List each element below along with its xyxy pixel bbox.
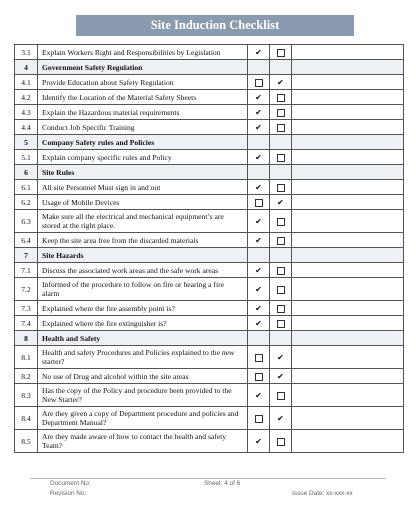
section-header-row — [15, 60, 404, 75]
mark-cell — [270, 60, 292, 75]
item-number: 6.1 — [15, 180, 38, 195]
checklist-row — [15, 105, 404, 120]
checkmark-icon[interactable]: ✔ — [255, 284, 262, 294]
mark-cell — [248, 263, 270, 278]
page-title: Site Induction Checklist — [76, 15, 354, 36]
item-number: 3.1 — [15, 45, 38, 60]
empty-checkbox-icon[interactable] — [277, 49, 285, 57]
comments-cell — [292, 210, 404, 233]
item-text: Identify the Location of the Material Safety Sheets — [38, 90, 248, 105]
item-text: Explain Workers Right and Responsibilities by Legislation — [38, 45, 248, 60]
checkmark-icon[interactable]: ✔ — [277, 77, 284, 87]
item-text: Usage of Mobile Devices — [38, 195, 248, 210]
mark-cell — [270, 180, 292, 195]
section-header-row — [15, 248, 404, 263]
item-text: Health and safety Procedures and Policies explained to the new starter? — [38, 346, 248, 369]
checklist-row — [15, 316, 404, 331]
item-number: 4.3 — [15, 105, 38, 120]
empty-checkbox-icon[interactable] — [277, 218, 285, 226]
page-footer — [0, 474, 416, 514]
item-number: 5 — [15, 135, 38, 150]
item-text: No use of Drug and alcohol within the site areas — [38, 369, 248, 384]
mark-cell — [248, 135, 270, 150]
comments-cell — [292, 135, 404, 150]
item-text: Explained where the fire assembly point is? — [38, 301, 248, 316]
checklist-row — [15, 384, 404, 407]
comments-cell — [292, 195, 404, 210]
item-number: 7.2 — [15, 278, 38, 301]
mark-cell — [248, 90, 270, 105]
checkmark-icon[interactable]: ✔ — [255, 47, 262, 57]
empty-checkbox-icon[interactable] — [277, 392, 285, 400]
item-number: 4.1 — [15, 75, 38, 90]
empty-checkbox-icon[interactable] — [255, 415, 263, 423]
comments-cell — [292, 150, 404, 165]
item-number: 7 — [15, 248, 38, 263]
document-number-label: Document No: — [50, 480, 91, 487]
mark-cell — [248, 195, 270, 210]
checkmark-icon[interactable]: ✔ — [255, 122, 262, 132]
checkmark-icon[interactable]: ✔ — [255, 436, 262, 446]
empty-checkbox-icon[interactable] — [277, 184, 285, 192]
checklist-row — [15, 346, 404, 369]
item-number: 8.3 — [15, 384, 38, 407]
item-number: 8.2 — [15, 369, 38, 384]
comments-cell — [292, 120, 404, 135]
section-header-row — [15, 135, 404, 150]
checkmark-icon[interactable]: ✔ — [255, 152, 262, 162]
item-text: Informed of the procedure to follow on fire or hearing a fire alarm — [38, 278, 248, 301]
mark-cell — [270, 75, 292, 90]
checkmark-icon[interactable]: ✔ — [255, 390, 262, 400]
mark-cell — [248, 316, 270, 331]
checkmark-icon[interactable]: ✔ — [277, 371, 284, 381]
empty-checkbox-icon[interactable] — [277, 286, 285, 294]
item-text: Conduct Job Specific Training — [38, 120, 248, 135]
mark-cell — [248, 407, 270, 430]
comments-cell — [292, 105, 404, 120]
checkmark-icon[interactable]: ✔ — [277, 197, 284, 207]
item-text: Are they given a copy of Department procedure and policies and Department Manual? — [38, 407, 248, 430]
empty-checkbox-icon[interactable] — [277, 124, 285, 132]
comments-cell — [292, 346, 404, 369]
revision-number-label: Revision No: — [50, 490, 87, 497]
item-text: Provide Education about Safety Regulation — [38, 75, 248, 90]
mark-cell — [248, 75, 270, 90]
item-number: 7.3 — [15, 301, 38, 316]
checklist-row — [15, 120, 404, 135]
empty-checkbox-icon[interactable] — [255, 373, 263, 381]
item-text: Has the copy of the Policy and procedure been provided to the New Starter? — [38, 384, 248, 407]
item-number: 4 — [15, 60, 38, 75]
footer-divider — [30, 478, 386, 479]
mark-cell — [248, 210, 270, 233]
mark-cell — [270, 165, 292, 180]
checkmark-icon[interactable]: ✔ — [255, 216, 262, 226]
comments-cell — [292, 430, 404, 453]
empty-checkbox-icon[interactable] — [277, 154, 285, 162]
item-text: Keep the site area free from the discarded materials — [38, 233, 248, 248]
checkmark-icon[interactable]: ✔ — [255, 107, 262, 117]
comments-cell — [292, 384, 404, 407]
checklist-row — [15, 45, 404, 60]
checkmark-icon[interactable]: ✔ — [255, 92, 262, 102]
checkmark-icon[interactable]: ✔ — [277, 413, 284, 423]
empty-checkbox-icon[interactable] — [277, 237, 285, 245]
checklist-row — [15, 210, 404, 233]
mark-cell — [248, 278, 270, 301]
checklist-row — [15, 75, 404, 90]
mark-cell — [270, 195, 292, 210]
mark-cell — [270, 316, 292, 331]
mark-cell — [248, 346, 270, 369]
comments-cell — [292, 60, 404, 75]
mark-cell — [270, 278, 292, 301]
checkmark-icon[interactable]: ✔ — [255, 303, 262, 313]
mark-cell — [270, 120, 292, 135]
checkmark-icon[interactable]: ✔ — [255, 235, 262, 245]
comments-cell — [292, 165, 404, 180]
empty-checkbox-icon[interactable] — [277, 320, 285, 328]
item-number: 7.4 — [15, 316, 38, 331]
item-text: Explain the Hazardous material requirements — [38, 105, 248, 120]
item-number: 6.2 — [15, 195, 38, 210]
empty-checkbox-icon[interactable] — [255, 354, 263, 362]
mark-cell — [248, 45, 270, 60]
mark-cell — [270, 430, 292, 453]
section-title: Site Hazards — [38, 248, 248, 263]
mark-cell — [248, 150, 270, 165]
section-title: Company Safety rules and Policies — [38, 135, 248, 150]
mark-cell — [270, 135, 292, 150]
mark-cell — [248, 430, 270, 453]
empty-checkbox-icon[interactable] — [277, 305, 285, 313]
section-title: Government Safety Regulation — [38, 60, 248, 75]
mark-cell — [248, 180, 270, 195]
sheet-number-label: Sheet: 4 of 6 — [204, 480, 241, 487]
mark-cell — [270, 369, 292, 384]
item-number: 5.1 — [15, 150, 38, 165]
mark-cell — [248, 248, 270, 263]
item-number: 6.4 — [15, 233, 38, 248]
checkmark-icon[interactable]: ✔ — [255, 182, 262, 192]
mark-cell — [248, 165, 270, 180]
mark-cell — [248, 301, 270, 316]
mark-cell — [270, 233, 292, 248]
mark-cell — [270, 384, 292, 407]
item-text: Discuss the associated work areas and the safe work areas — [38, 263, 248, 278]
mark-cell — [270, 407, 292, 430]
mark-cell — [270, 45, 292, 60]
comments-cell — [292, 248, 404, 263]
checklist-row — [15, 301, 404, 316]
mark-cell — [270, 210, 292, 233]
item-text: Explained where the fire extinguisher is? — [38, 316, 248, 331]
empty-checkbox-icon[interactable] — [277, 94, 285, 102]
item-text: Make sure all the electrical and mechanical equipment’s are stored at the right place. — [38, 210, 248, 233]
checkmark-icon[interactable]: ✔ — [255, 265, 262, 275]
empty-checkbox-icon[interactable] — [255, 199, 263, 207]
empty-checkbox-icon[interactable] — [277, 438, 285, 446]
item-number: 8.1 — [15, 346, 38, 369]
mark-cell — [248, 120, 270, 135]
mark-cell — [248, 233, 270, 248]
comments-cell — [292, 233, 404, 248]
item-number: 6 — [15, 165, 38, 180]
mark-cell — [270, 331, 292, 346]
section-title: Health and Safety — [38, 331, 248, 346]
comments-cell — [292, 45, 404, 60]
checklist-row — [15, 233, 404, 248]
empty-checkbox-icon[interactable] — [277, 267, 285, 275]
mark-cell — [248, 105, 270, 120]
mark-cell — [270, 301, 292, 316]
checklist-table — [14, 44, 404, 453]
checklist-row — [15, 407, 404, 430]
mark-cell — [248, 60, 270, 75]
mark-cell — [270, 90, 292, 105]
section-title: Site Rules — [38, 165, 248, 180]
mark-cell — [270, 248, 292, 263]
comments-cell — [292, 180, 404, 195]
item-number: 6.3 — [15, 210, 38, 233]
item-number: 4.4 — [15, 120, 38, 135]
comments-cell — [292, 369, 404, 384]
checklist-row — [15, 263, 404, 278]
item-number: 8.5 — [15, 430, 38, 453]
comments-cell — [292, 278, 404, 301]
item-number: 8.4 — [15, 407, 38, 430]
comments-cell — [292, 301, 404, 316]
mark-cell — [270, 150, 292, 165]
comments-cell — [292, 407, 404, 430]
section-header-row — [15, 165, 404, 180]
comments-cell — [292, 90, 404, 105]
item-text: Explain company specific rules and Policy — [38, 150, 248, 165]
comments-cell — [292, 263, 404, 278]
mark-cell — [248, 369, 270, 384]
checklist-row — [15, 278, 404, 301]
item-number: 7.1 — [15, 263, 38, 278]
checklist-row — [15, 369, 404, 384]
checklist-row — [15, 150, 404, 165]
item-number: 8 — [15, 331, 38, 346]
mark-cell — [270, 263, 292, 278]
empty-checkbox-icon[interactable] — [255, 79, 263, 87]
item-text: Are they made aware of how to contact the health and safety Team? — [38, 430, 248, 453]
mark-cell — [270, 346, 292, 369]
checkmark-icon[interactable]: ✔ — [277, 352, 284, 362]
issue-date-label: Issue Date: xx-xxx-xx — [292, 490, 353, 497]
checklist-row — [15, 90, 404, 105]
item-number: 4.2 — [15, 90, 38, 105]
checkmark-icon[interactable]: ✔ — [255, 318, 262, 328]
section-header-row — [15, 331, 404, 346]
checklist-row — [15, 430, 404, 453]
comments-cell — [292, 331, 404, 346]
empty-checkbox-icon[interactable] — [277, 109, 285, 117]
item-text: All site Personnel Must sign in and out — [38, 180, 248, 195]
mark-cell — [248, 384, 270, 407]
checklist-row — [15, 180, 404, 195]
comments-cell — [292, 316, 404, 331]
checklist-row — [15, 195, 404, 210]
mark-cell — [270, 105, 292, 120]
mark-cell — [248, 331, 270, 346]
comments-cell — [292, 75, 404, 90]
